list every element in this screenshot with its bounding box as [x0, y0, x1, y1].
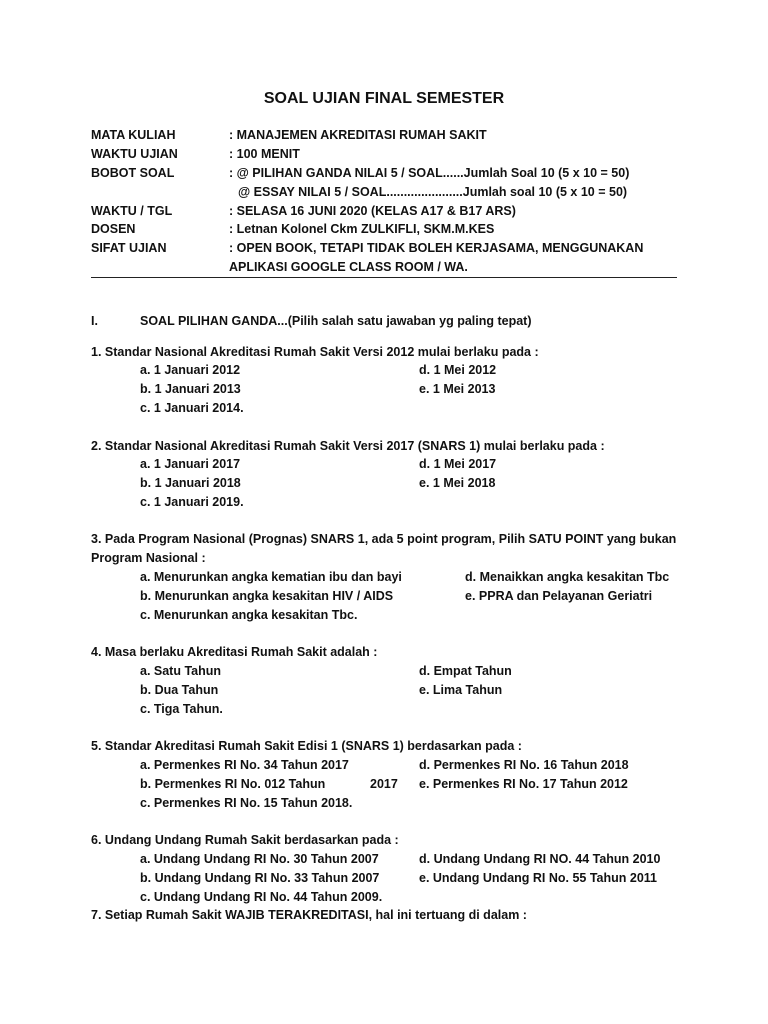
question-text: 3. Pada Program Nasional (Prognas) SNARS 1, ada 5 point program, Pilih SATU POINT yang bukan [91, 532, 677, 546]
question-text: 1. Standar Nasional Akreditasi Rumah Sakit Versi 2012 mulai berlaku pada : [91, 345, 539, 359]
header-value: : @ PILIHAN GANDA NILAI 5 / SOAL......Jumlah Soal 10 (5 x 10 = 50) [229, 166, 630, 180]
option-b: b. Menurunkan angka kesakitan HIV / AIDS [140, 589, 394, 603]
question-text: 7. Setiap Rumah Sakit WAJIB TERAKREDITASI, hal ini tertuang di dalam : [91, 908, 527, 922]
option-d: d. 1 Mei 2012 [419, 363, 497, 377]
question-text: 2. Standar Nasional Akreditasi Rumah Sakit Versi 2017 (SNARS 1) mulai berlaku pada : [91, 439, 605, 453]
header-value: : MANAJEMEN AKREDITASI RUMAH SAKIT [229, 128, 487, 142]
option-e: e. Undang Undang RI No. 55 Tahun 2011 [419, 871, 658, 885]
option-b: b. Permenkes RI No. 012 Tahun [140, 777, 326, 791]
option-e: e. 1 Mei 2018 [419, 476, 496, 490]
header-label: MATA KULIAH [91, 128, 176, 142]
question-text: 6. Undang Undang Rumah Sakit berdasarkan pada : [91, 833, 399, 847]
header-label: DOSEN [91, 222, 136, 236]
question-text: 4. Masa berlaku Akreditasi Rumah Sakit adalah : [91, 645, 378, 659]
header-value: : OPEN BOOK, TETAPI TIDAK BOLEH KERJASAMA, MENGGUNAKAN [229, 241, 644, 255]
header-value: : 100 MENIT [229, 147, 300, 161]
option-b: b. 1 Januari 2013 [140, 382, 241, 396]
option-b-year: 2017 [370, 777, 398, 791]
option-d: d. Menaikkan angka kesakitan Tbc [465, 570, 670, 584]
option-c: c. Menurunkan angka kesakitan Tbc. [140, 608, 358, 622]
option-c: c. Undang Undang RI No. 44 Tahun 2009. [140, 890, 383, 904]
option-b: b. Undang Undang RI No. 33 Tahun 2007 [140, 871, 380, 885]
option-b: b. Dua Tahun [140, 683, 219, 697]
option-e: e. Lima Tahun [419, 683, 503, 697]
option-d: d. Permenkes RI No. 16 Tahun 2018 [419, 758, 629, 772]
question-text: 5. Standar Akreditasi Rumah Sakit Edisi 1 (SNARS 1) berdasarkan pada : [91, 739, 522, 753]
option-e: e. PPRA dan Pelayanan Geriatri [465, 589, 653, 603]
option-a: a. Menurunkan angka kematian ibu dan bayi [140, 570, 402, 584]
header-divider [91, 277, 677, 278]
option-c: c. Permenkes RI No. 15 Tahun 2018. [140, 796, 353, 810]
header-value: APLIKASI GOOGLE CLASS ROOM / WA. [229, 260, 468, 274]
header-value: : Letnan Kolonel Ckm ZULKIFLI, SKM.M.KES [229, 222, 495, 236]
option-b: b. 1 Januari 2018 [140, 476, 241, 490]
option-a: a. 1 Januari 2017 [140, 457, 241, 471]
option-a: a. Permenkes RI No. 34 Tahun 2017 [140, 758, 349, 772]
section-title: SOAL PILIHAN GANDA...(Pilih salah satu jawaban yg paling tepat) [140, 314, 532, 328]
header-label: SIFAT UJIAN [91, 241, 167, 255]
question-text-continued: Program Nasional : [91, 551, 206, 565]
header-value: @ ESSAY NILAI 5 / SOAL......................Jumlah soal 10 (5 x 10 = 50) [238, 185, 628, 199]
header-label: BOBOT SOAL [91, 166, 175, 180]
section-number: I. [91, 314, 98, 328]
option-a: a. 1 Januari 2012 [140, 363, 241, 377]
page-title: SOAL UJIAN FINAL SEMESTER [263, 90, 505, 107]
option-d: d. Undang Undang RI NO. 44 Tahun 2010 [419, 852, 661, 866]
header-label: WAKTU / TGL [91, 204, 173, 218]
option-e: e. 1 Mei 2013 [419, 382, 496, 396]
option-e: e. Permenkes RI No. 17 Tahun 2012 [419, 777, 628, 791]
option-c: c. 1 Januari 2014. [140, 401, 244, 415]
header-value: : SELASA 16 JUNI 2020 (KELAS A17 & B17 ARS) [229, 204, 516, 218]
option-d: d. 1 Mei 2017 [419, 457, 497, 471]
option-c: c. 1 Januari 2019. [140, 495, 244, 509]
option-a: a. Undang Undang RI No. 30 Tahun 2007 [140, 852, 379, 866]
header-label: WAKTU UJIAN [91, 147, 178, 161]
option-d: d. Empat Tahun [419, 664, 512, 678]
option-a: a. Satu Tahun [140, 664, 222, 678]
option-c: c. Tiga Tahun. [140, 702, 223, 716]
